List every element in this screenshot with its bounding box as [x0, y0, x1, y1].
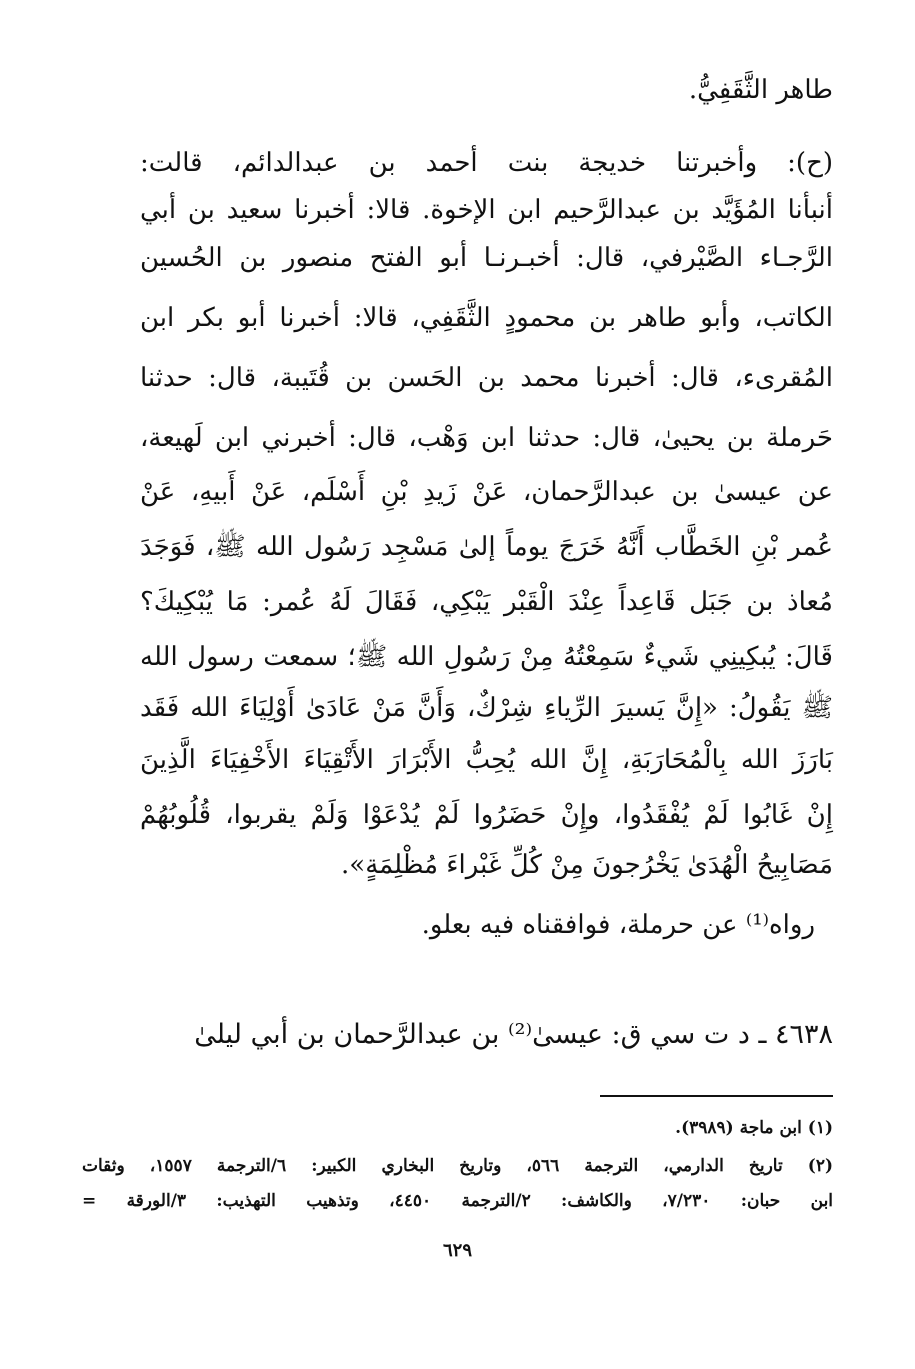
- text-line: عن عيسىٰ بن عبدالرَّحمان، عَنْ زَيدِ بْنِ أَسْلَم، عَنْ أَبيهِ، عَنْ: [140, 477, 833, 507]
- text-line: مُعاذ بن جَبَل قَاعِداً عِنْدَ الْقَبْر يَبْكِي، فَقَالَ لَهُ عُمر: مَا يُبْكِيكَ؟: [140, 587, 833, 617]
- text-line: المُقرىء، قال: أخبرنا محمد بن الحَسن بن قُتَيبة، قال: حدثنا: [140, 363, 833, 393]
- page-number: ٦٢٩: [442, 1240, 472, 1261]
- text-line: حَرملة بن يحيىٰ، قال: حدثنا ابن وَهْب، قال: أخبرني ابن لَهيعة،: [140, 423, 833, 453]
- text-line: (ح): وأخبرتنا خديجة بنت أحمد بن عبدالدائم، قالت:: [140, 148, 833, 178]
- entry-heading: ٤٦٣٨ ـ د ت سي ق: عيسىٰ⁽²⁾ بن عبدالرَّحمان بن أبي ليلىٰ: [194, 1019, 833, 1050]
- text-line: رواه⁽¹⁾ عن حرملة، فوافقناه فيه بعلو.: [421, 910, 815, 940]
- text-line: بَارَزَ الله بِالْمُحَارَبَةِ، إِنَّ الله يُحِبُّ الأَبْرَارَ الأَتْقِيَاءَ الأَخْفِيَاءَ الَّذِينَ: [140, 745, 833, 775]
- footnote: (١) ابن ماجة (٣٩٨٩).: [675, 1118, 833, 1138]
- text-line: ﷺ يَقُولُ: «إِنَّ يَسيرَ الرِّياءِ شِرْكٌ، وَأَنَّ مَنْ عَادَىٰ أَوْلِيَاءَ الله فَقَد: [140, 693, 833, 723]
- text-line: إِنْ غَابُوا لَمْ يُفْقَدُوا، وإِنْ حَضَرُوا لَمْ يُدْعَوْا وَلَمْ يقربوا، قُلُوبُهُمْ: [140, 800, 833, 830]
- text-line: الكاتب، وأبو طاهر بن محمودٍ الثَّقَفِي، قالا: أخبرنا أبو بكر ابن: [140, 303, 833, 333]
- text-line: قَالَ: يُبكِينِي شَيءٌ سَمِعْتُهُ مِنْ رَسُولِ الله ﷺ؛ سمعت رسول الله: [140, 642, 833, 672]
- text-line: مَصَابِيحُ الْهُدَىٰ يَخْرُجونَ مِنْ كُلِّ غَبْراءَ مُظْلِمَةٍ».: [341, 850, 833, 880]
- text-line: عُمر بْنِ الخَطَّاب أَنَّهُ خَرَجَ يوماً إلىٰ مَسْجِد رَسُول الله ﷺ، فَوَجَدَ: [140, 532, 833, 562]
- text-line: الرَّجـاء الصَّيْرفي، قال: أخبـرنـا أبو الفتح منصور بن الحُسين: [140, 243, 833, 273]
- footnote: (٢) تاريخ الدارمي، الترجمة ٥٦٦، وتاريخ البخاري الكبير: ٦/الترجمة ١٥٥٧، وثقات: [82, 1156, 833, 1176]
- text-line: أنبأنا المُؤَيَّد بن عبدالرَّحيم ابن الإخوة. قالا: أخبرنا سعيد بن أبي: [140, 195, 833, 225]
- footnote-divider: [600, 1095, 833, 1097]
- text-line: طاهر الثَّقَفِيُّ.: [688, 75, 833, 105]
- footnote: ابن حبان: ٧/٢٣٠، والكاشف: ٢/الترجمة ٤٤٥٠، وتذهيب التهذيب: ٣/الورقة =: [82, 1191, 834, 1211]
